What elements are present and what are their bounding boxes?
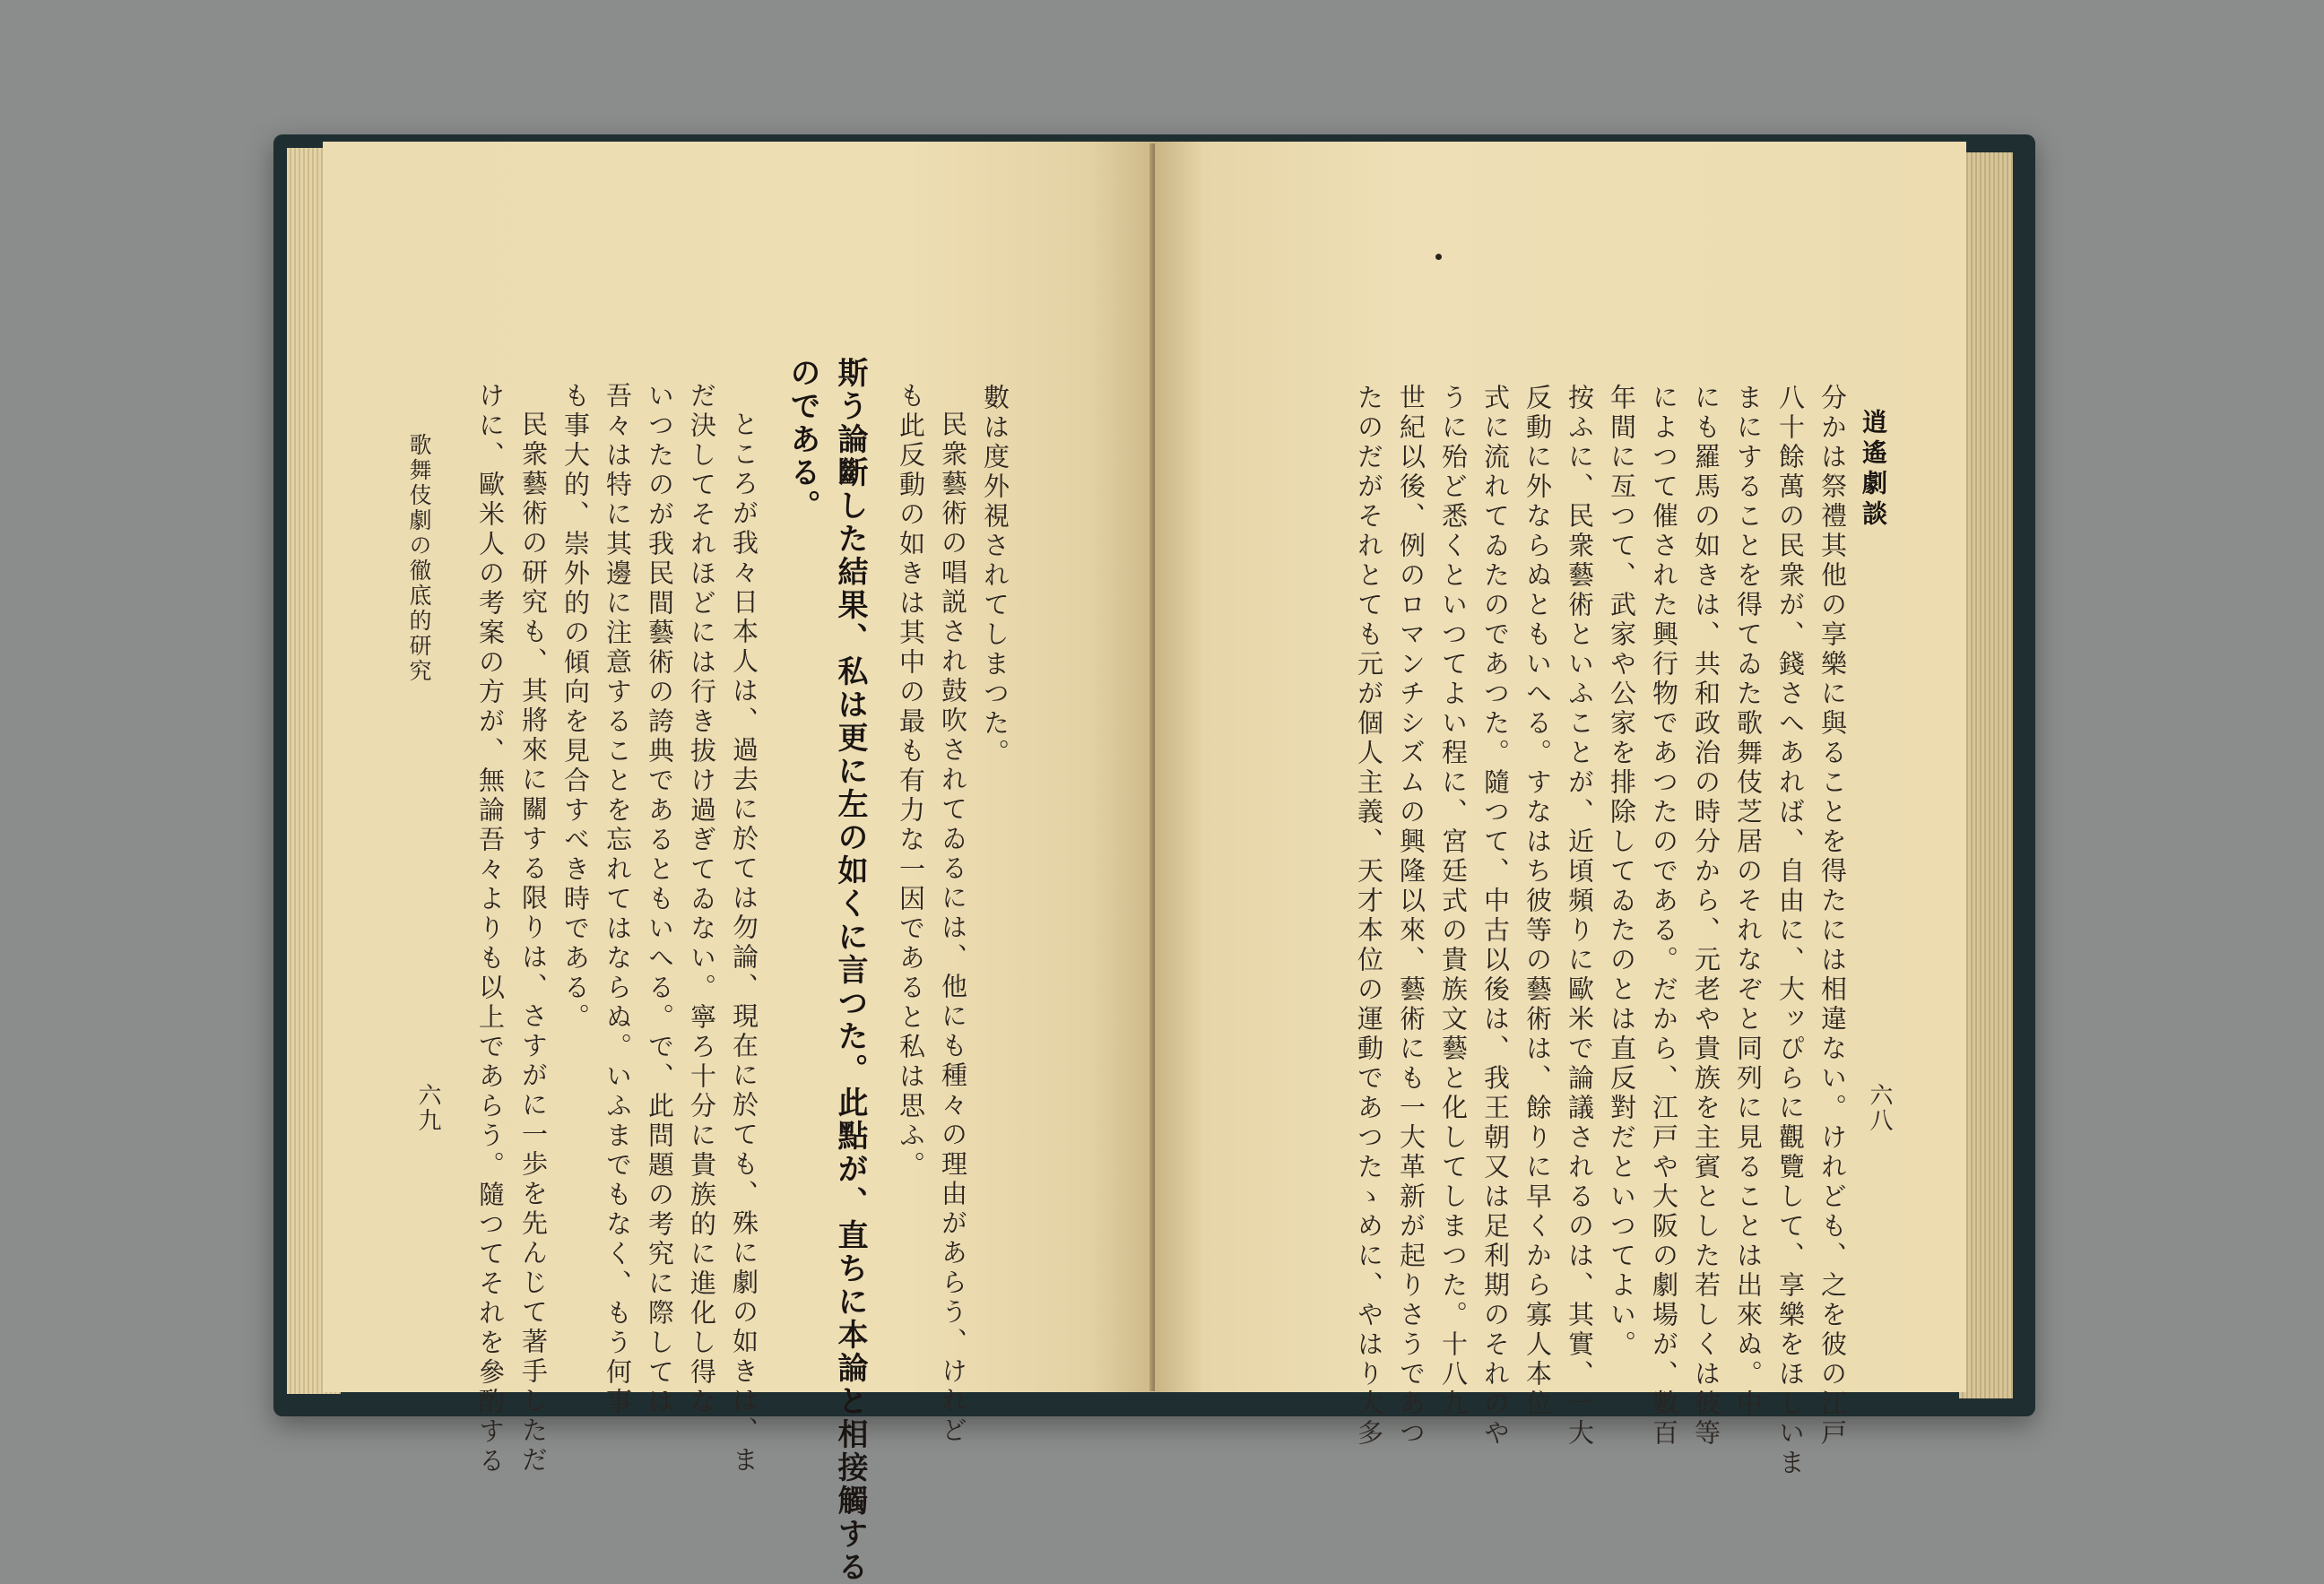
- text-column: 年間に亙つて、武家や公家を排除してゐたのとは直反對だといつてよい。: [1607, 384, 1637, 1360]
- text-column: まにすることを得てゐた歌舞伎芝居のそれなぞと同列に見ることは出來ぬ。中: [1733, 384, 1764, 1419]
- text-column: いつたのが我民間藝術の誇典であるともいへる。で、此問題の考究に際しては: [645, 382, 675, 1417]
- printing-dot: [1435, 254, 1442, 260]
- left-page: [323, 142, 1155, 1584]
- text-column: だ決してそれほどには行き拔け過ぎてゐない。寧ろ十分に貴族的に進化し得な: [687, 382, 717, 1417]
- text-column: も此反動の如きは其中の最も有力な一因であると私は思ふ。: [896, 382, 926, 1181]
- text-column: 世紀以後、例のロマンチシズムの興隆以來、藝術にも一大革新が起りさうであつ: [1396, 384, 1426, 1449]
- text-column: によつて催された興行物であつたのである。だから、江戸や大阪の劇場が、數百: [1649, 384, 1679, 1449]
- text-column: 式に流れてゐたのであつた。隨つて、中古以後は、我王朝又は足利期のそれのや: [1480, 384, 1511, 1449]
- text-column: にも羅馬の如きは、共和政治の時分から、元老や貴族を主賓とした若しくは彼等: [1691, 384, 1721, 1449]
- text-column: 數は度外視されてしまつた。: [980, 384, 1010, 768]
- page-number: 六八: [1866, 1083, 1893, 1133]
- text-column: 八十餘萬の民衆が、錢さへあれば、自由に、大ッぴらに觀覽して、享樂をほしいま: [1775, 384, 1806, 1478]
- text-column: 吾々は特に其邊に注意することを忘れてはならぬ。いふまでもなく、もう何事: [603, 382, 633, 1417]
- text-column: 反動に外ならぬともいへる。すなはち彼等の藝術は、餘りに早くから寡人本位: [1522, 384, 1553, 1419]
- running-header: 逍遙劇談: [1859, 409, 1888, 531]
- page-edges-right: [1959, 152, 2013, 1398]
- page-number: 六九: [414, 1083, 441, 1133]
- text-column: けに、歐米人の考案の方が、無論吾々よりも以上であらう。隨つてそれを參酌する: [475, 382, 506, 1476]
- text-column: 民衆藝術の研究も、其將來に關する限りは、さすがに一歩を先んじて著手しただ: [518, 411, 549, 1476]
- text-column: うに殆ど悉くといつてよい程に、宮廷式の貴族文藝と化してしまつた。十八九: [1438, 384, 1469, 1419]
- text-column: ところが我々日本人は、過去に於ては勿論、現在に於ても、殊に劇の如きは、ま: [729, 411, 759, 1476]
- text-column-emphasis: 斯う論斷した結果、私は更に左の如くに言つた。此點が、直ちに本論と相接觸する: [832, 357, 868, 1584]
- text-column-emphasis: のである。: [785, 357, 820, 523]
- right-page: [1155, 142, 1966, 1478]
- text-column: たのだがそれとても元が個人主義、天才本位の運動であつたゝめに、やはり大多: [1354, 384, 1384, 1449]
- text-column: 按ふに、民衆藝術といふことが、近頃頻りに歐米で論議されるのは、其實、一大: [1565, 384, 1595, 1449]
- text-column: も事大的、崇外的の傾向を見合すべき時である。: [560, 382, 591, 1033]
- running-footer: 歌舞伎劇の徹底的研究: [406, 433, 432, 684]
- text-column: 分かは祭禮其他の享樂に與ることを得たには相違ない。けれども、之を彼の江戸: [1817, 384, 1848, 1449]
- text-column: 民衆藝術の唱説され鼓吹されてゐるには、他にも種々の理由があらう、けれど: [938, 411, 968, 1446]
